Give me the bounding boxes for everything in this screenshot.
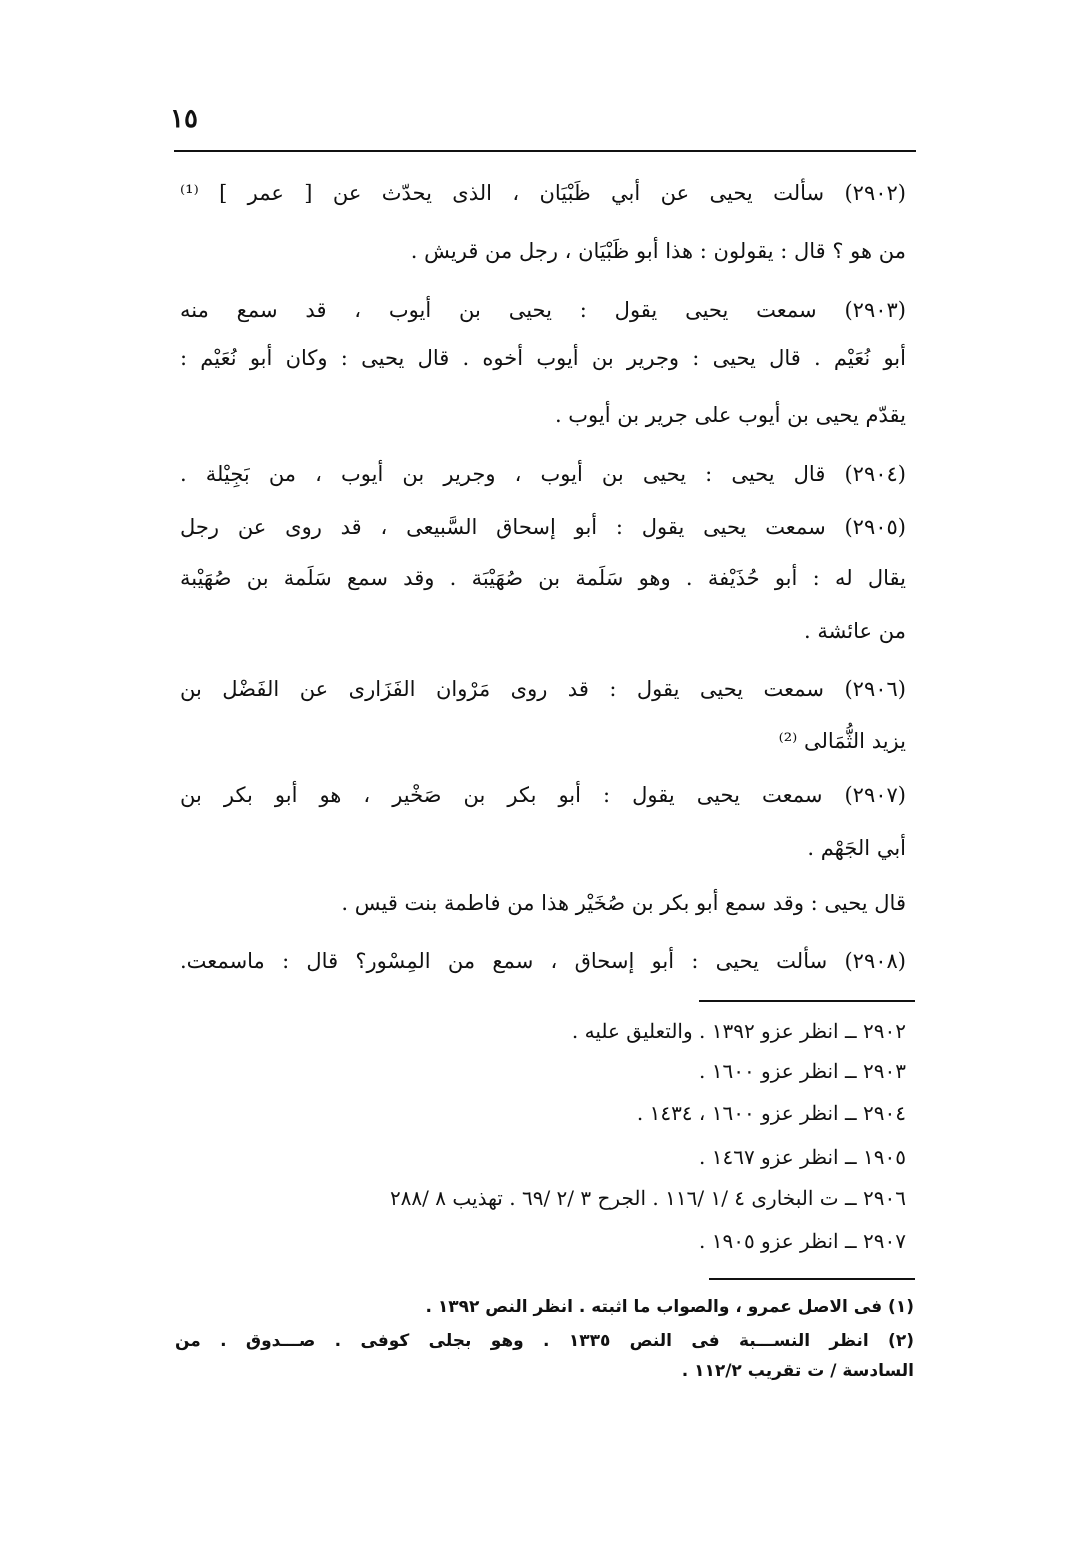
- entry-2903-line-2: أبو نُعَيْم . قال يحيى : وجرير بن أيوب أخوه . قال يحيى : وكان أبو نُعَيْم :: [180, 346, 906, 370]
- header-rule: [174, 150, 916, 152]
- notes-rule: [699, 1000, 915, 1002]
- footnote-2-line-1: (٢) انظر النســـبة فى النص ١٣٣٥ . وهو بجلى كوفى . صـــدوق . من: [175, 1331, 915, 1351]
- note-2906: ٢٩٠٦ ــ ت البخارى ٤ /١ /١١٦ . الجرح ٣ /٢ /٦٩ . تهذيب ٨ /٢٨٨: [389, 1186, 906, 1210]
- entry-2907-line-1: (٢٩٠٧) سمعت يحيى يقول : أبو بكر بن صَخْير ، هو أبو بكر بن: [180, 783, 906, 807]
- page-number: ١٥: [170, 104, 198, 134]
- entry-2902-line-1: (٢٩٠٢) سألت يحيى عن أبي ظَبْيَان ، الذى يحدّث عن [ عمر ] ⁽¹⁾: [180, 181, 906, 205]
- entry-2904-line-1: (٢٩٠٤) قال يحيى : يحيى بن أيوب ، وجرير بن أيوب ، من بَجِيْلة .: [180, 462, 906, 486]
- note-1905: ١٩٠٥ ــ انظر عزو ١٤٦٧ .: [699, 1145, 906, 1169]
- note-2907: ٢٩٠٧ ــ انظر عزو ١٩٠٥ .: [699, 1229, 906, 1253]
- entry-2908-line-1: (٢٩٠٨) سألت يحيى : أبو إسحاق ، سمع من المِسْور؟ قال : ماسمعت.: [180, 949, 906, 973]
- footnote-2-line-2: السادسة / ت تقريب ١١٢/٢ .: [681, 1361, 914, 1381]
- note-2902: ٢٩٠٢ ــ انظر عزو ١٣٩٢ . والتعليق عليه .: [571, 1019, 906, 1043]
- entry-2903-line-3: يقدّم يحيى بن أيوب على جرير بن أيوب .: [554, 403, 906, 427]
- entry-2905-line-1: (٢٩٠٥) سمعت يحيى يقول : أبو إسحاق السَّبيعى ، قد روى عن رجل: [180, 515, 906, 539]
- entry-2906-line-2: يزيد الثُّمَالى ⁽²⁾: [778, 729, 906, 753]
- entry-2907-line-3: قال يحيى : وقد سمع أبو بكر بن صُخَيْر هذا من فاطمة بنت قيس .: [341, 891, 906, 915]
- entry-2907-line-2: أبي الجَهْم .: [807, 836, 906, 860]
- entry-2902-line-2: من هو ؟ قال : يقولون : هذا أبو ظَبْيَان ، رجل من قريش .: [410, 239, 906, 263]
- footnotes-rule: [709, 1278, 915, 1280]
- entry-2905-line-3: من عائشة .: [803, 619, 906, 643]
- entry-2906-line-1: (٢٩٠٦) سمعت يحيى يقول : قد روى مَرْوان الفَزَارى عن الفَضْل بن: [180, 677, 906, 701]
- footnote-1: (١) فى الاصل عمرو ، والصواب ما اثبته . انظر النص ١٣٩٢ .: [425, 1297, 914, 1317]
- entry-2903-line-1: (٢٩٠٣) سمعت يحيى يقول : يحيى بن أيوب ، قد سمع منه: [180, 298, 906, 322]
- note-2904: ٢٩٠٤ ــ انظر عزو ١٦٠٠ ، ١٤٣٤ .: [636, 1101, 906, 1125]
- note-2903: ٢٩٠٣ ــ انظر عزو ١٦٠٠ .: [699, 1059, 906, 1083]
- entry-2905-line-2: يقال له : أبو حُذَيْفة . وهو سَلَمة بن صُهَيْبَة . وقد سمع سَلَمة بن صُهَيْبة: [180, 566, 906, 590]
